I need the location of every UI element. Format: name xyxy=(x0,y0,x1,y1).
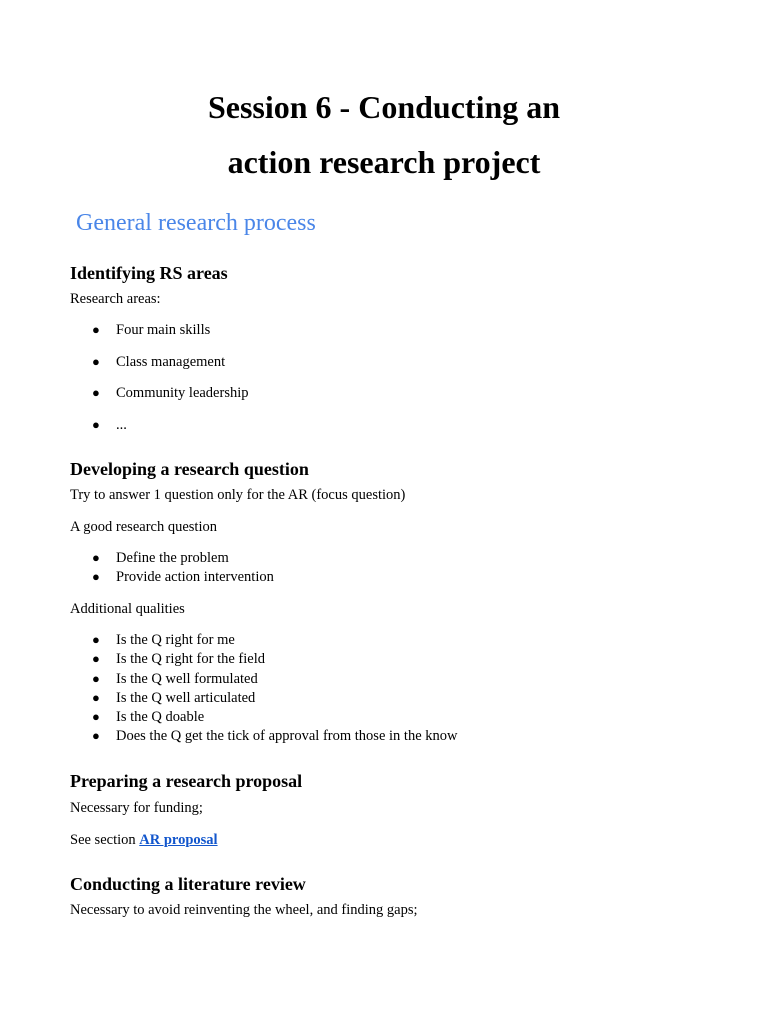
additional-qualities-list xyxy=(70,631,457,747)
good-question-label: A good research question xyxy=(70,519,217,535)
research-areas-label: Research areas: xyxy=(70,291,161,307)
bullet-icon: ● xyxy=(92,709,100,725)
research-areas-list xyxy=(70,321,249,447)
bullet-icon: ● xyxy=(92,651,100,667)
focus-question-text: Try to answer 1 question only for the AR (focus question) xyxy=(70,487,406,503)
list-item: ● Is the Q right for me xyxy=(92,632,235,648)
bullet-icon: ● xyxy=(92,322,100,337)
bullet-icon: ● xyxy=(92,689,100,705)
funding-text: Necessary for funding; xyxy=(70,800,203,816)
list-item: ● Define the problem xyxy=(92,550,229,566)
section-heading-general-research-process: General research process xyxy=(76,210,316,236)
bullet-icon: ● xyxy=(92,569,100,585)
list-item: ● Provide action intervention xyxy=(92,569,274,586)
bullet-icon: ● xyxy=(92,416,100,432)
bullet-icon: ● xyxy=(92,670,100,686)
ar-proposal-link[interactable]: AR proposal xyxy=(139,832,218,848)
list-item: ● Is the Q right for the field xyxy=(92,651,265,668)
list-item: ● Is the Q well articulated xyxy=(92,689,256,706)
heading-conducting-literature-review: Conducting a literature review xyxy=(70,874,306,894)
list-item: ● Is the Q well formulated xyxy=(92,670,258,687)
bullet-icon: ● xyxy=(92,353,100,369)
literature-review-text: Necessary to avoid reinventing the wheel, and finding gaps; xyxy=(70,902,418,918)
document-title-line-1: Session 6 - Conducting an xyxy=(207,89,561,125)
good-question-list xyxy=(70,549,274,588)
additional-qualities-label: Additional qualities xyxy=(70,601,185,617)
list-item: ● ... xyxy=(92,416,127,433)
bullet-icon: ● xyxy=(92,385,100,400)
bullet-icon: ● xyxy=(92,728,100,744)
list-item: ● Community leadership xyxy=(92,385,249,401)
list-item: ● Does the Q get the tick of approval from those in the know xyxy=(92,728,458,745)
list-item: ● Four main skills xyxy=(92,322,211,338)
bullet-icon: ● xyxy=(92,632,100,647)
document-title-line-2: action research project xyxy=(227,144,541,180)
list-item: ● Class management xyxy=(92,353,226,370)
bullet-icon: ● xyxy=(92,550,100,565)
list-item: ● Is the Q doable xyxy=(92,709,205,726)
heading-identifying-rs-areas: Identifying RS areas xyxy=(70,263,228,283)
see-section-text: See section AR proposal xyxy=(70,832,218,848)
heading-developing-research-question: Developing a research question xyxy=(70,459,309,479)
heading-preparing-research-proposal: Preparing a research proposal xyxy=(70,771,303,791)
